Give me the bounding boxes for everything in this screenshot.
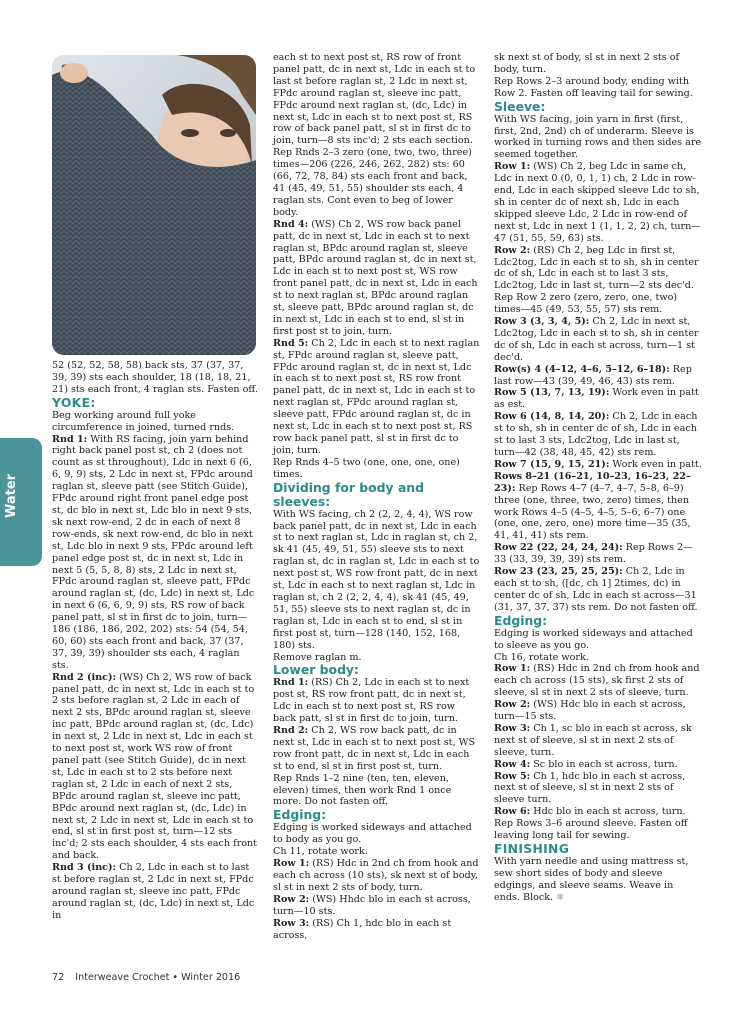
section-heading-lower-body: Lower body: — [273, 662, 359, 678]
instruction-text: (WS) Ch 2, WS row of back panel patt, dc in next st, Ldc in each st to 2 sts before raglan st, 2 Ldc in each of next 2 sts, BPdc around raglan st, sleeve inc patt, BPdc around raglan st, (dc, Ldc) in next st, 2 Ldc in next st, Ldc in each st to next post st, work WS row of front panel patt (see Stitch Guide), dc in next st, Ldc in each st to 2 sts before next raglan st, 2 Ldc in each of next 2 sts, BPdc around raglan st, sleeve inc patt, BPdc around next raglan st, (dc, Ldc) in next st, 2 Ldc in next st, Ldc in each st to end, sl st in first post st, turn—12 sts inc'd; 2 sts each shoulder, 4 sts each front and back. — [52, 671, 258, 862]
instruction-text: Work even in patt. — [609, 458, 702, 470]
paragraph: 52 (52, 52, 58, 58) back sts, 37 (37, 37, 39, 39) sts each shoulder, 18 (18, 18, 21, 21) sts each front, 4 raglan sts. Fasten off. — [52, 360, 258, 395]
instruction-edge-row6 — [494, 806, 702, 818]
instruction-edge-row2 — [273, 894, 480, 918]
instruction-text: Ch 2, Ldc in next st, Ldc2tog, Ldc in each st to sh, sh in center dc of sh, Ldc in each st across, turn—1 st dec'd. — [494, 316, 699, 363]
instruction-text: Rep Rows 4–7 (4–7, 4–7, 5–8, 6–9) three (one, three, two, zero) times, then work Rows 4–5 (4–5, 4–5, 5–6, 6–7) one (one, one, zero, one) more time—35 (35, 41, 41, 41) sts rem. — [494, 482, 691, 542]
instruction-text: Ch 2, Ldc in each st to sh, sh in center dc of sh, Ldc in each st to last 3 sts, Ldc2tog, Ldc in last st, turn—42 (38, 48, 45, 42) sts rem. — [494, 411, 698, 458]
instruction-label: Row 1: — [273, 858, 310, 870]
column-1 — [52, 360, 258, 922]
paragraph: Rep Rows 3–6 around sleeve. Fasten off leaving long tail for sewing. — [494, 818, 688, 842]
instruction-text: Ch 2, Ldc in each st to last st before raglan st, 2 Ldc in next st, FPdc around raglan st, sleeve inc patt, FPdc around raglan st, (dc, Ldc) in next st, Ldc in — [52, 862, 255, 921]
instruction-text: Hdc blo in each st across, turn. — [530, 806, 686, 818]
section-heading-yoke: YOKE: — [52, 394, 96, 410]
section-heading-sleeve-edging: Edging: — [494, 612, 548, 628]
instruction-label: Row 3: — [494, 722, 531, 734]
paragraph: each st to next post st, RS row of front panel patt, dc in next st, Ldc in each st to last st before raglan st, 2 Ldc in next st, FPdc around raglan st, sleeve inc patt, FPdc around next raglan st, (dc, Ldc) in next st, Ldc in each st to next post st, RS row of back panel patt, sl st in first dc to join, turn—8 sts inc'd; 2 sts each section. — [273, 52, 476, 147]
instruction-text: Rep Rows 2—33 (33, 39, 39, 39) sts rem. — [494, 542, 693, 566]
instruction-rows8-21 — [494, 471, 702, 542]
paragraph: Beg working around full yoke circumference in joined, turned rnds. — [52, 409, 235, 433]
instruction-row1 — [494, 161, 702, 244]
instruction-label: Rows 8–21 (16–21, 10–23, 16–23, 22–23): — [494, 470, 691, 494]
instruction-rnd5 — [273, 338, 480, 457]
paragraph: Edging is worked sideways and attached to body as you go. — [273, 822, 472, 846]
instruction-text: Ch 2, WS row back patt, dc in next st, Ldc in each st to next post st, WS row front patt, dc in next st, Ldc in each st to end, sl st in first post st, turn. — [273, 725, 476, 772]
instruction-label: Row 5: — [494, 770, 531, 782]
instruction-text: (WS) Hdc blo in each st across, turn—15 sts. — [494, 699, 686, 723]
section-heading-finishing: FINISHING — [494, 841, 570, 856]
instruction-edge-row3 — [273, 918, 480, 942]
instruction-text: With RS facing, join yarn behind right back panel post st, ch 2 (does not count as st throughout), Ldc in next 6 (6, 6, 9, 9) sts, 2 Ldc in next st, FPdc around raglan st, sleeve patt (see Stitch Guide), FPdc around right front panel edge post st, dc blo in next st, Ldc blo in next 9 sts, sk next row-end, 2 dc in each of next 8 row-ends, sk next row-end, dc blo in next st, Ldc blo in next 9 sts, FPdc around left panel edge post st, dc in next st, Ldc in next 5 (5, 5, 8, 8) sts, 2 Ldc in next st, FPdc around raglan st, sleeve patt, FPdc around raglan st, (dc, Ldc) in next st, Ldc in next 6 (6, 6, 9, 9) sts, RS row of back panel patt, sl st in first dc to join, turn—186 (186, 186, 202, 202) sts: 54 (54, 54, 60, 60) sts each front and back, 37 (37, 37, 39, 39) shoulder sts each, 4 raglan sts. — [52, 433, 255, 671]
instruction-label: Rnd 1: — [273, 677, 309, 689]
instruction-label: Row 3: — [273, 917, 310, 929]
instruction-row23 — [494, 566, 702, 614]
instruction-row6 — [494, 411, 702, 459]
paragraph: Remove raglan m. — [273, 651, 362, 663]
instruction-label: Row 22 (22, 24, 24, 24): — [494, 542, 623, 554]
instruction-text: (WS) Hhdc blo in each st across, turn—10 sts. — [273, 893, 471, 917]
paragraph: Rep Rnds 2–3 zero (one, two, two, three) times—206 (226, 246, 262, 282) sts: 60 (66, 72, 78, 84) sts each front and back, 41 (45, 49, 51, 55) shoulder sts each, 4 raglan sts. Cont even to beg of lower body. — [273, 147, 472, 218]
publication-name: Interweave Crochet • Winter 2016 — [75, 972, 241, 983]
instruction-label: Row 4: — [494, 758, 531, 770]
section-tab-label: Water — [4, 473, 19, 518]
instruction-rnd1 — [52, 434, 258, 672]
instruction-edge-row1 — [494, 663, 702, 699]
instruction-label: Rnd 5: — [273, 337, 309, 349]
instruction-text: Ch 2, Ldc in each st to sh, ([dc, ch 1] 2times, dc) in center dc of sh, Ldc in each st across—31 (31, 37, 37, 37) sts rem. Do not fasten off. — [494, 566, 698, 613]
instruction-edge-row5 — [494, 771, 702, 807]
paragraph: Rep Row 2 zero (zero, zero, one, two) times—45 (49, 53, 55, 57) sts rem. — [494, 292, 678, 316]
instruction-edge-row2 — [494, 699, 702, 723]
instruction-text: Ch 1, hdc blo in each st across, next st of sleeve, sl st in next 2 sts of sleeve turn. — [494, 770, 686, 806]
instruction-text: (RS) Ch 1, hdc blo in each st across, — [273, 917, 452, 941]
paragraph: Rep Rnds 4–5 two (one, one, one, one) times. — [273, 456, 460, 480]
paragraph: sk next st of body, sl st in next 2 sts of body, turn. — [494, 52, 680, 75]
instruction-row7 — [494, 459, 702, 471]
instruction-label: Row 2: — [494, 699, 531, 711]
page-number: 72 — [52, 972, 65, 983]
instruction-label: Row 5 (13, 7, 13, 19): — [494, 387, 610, 399]
instruction-row3 — [494, 316, 702, 364]
paragraph: With WS facing, ch 2 (2, 2, 4, 4), WS row back panel patt, dc in next st, Ldc in each st to next raglan st, Ldc in raglan st, ch 2, sk 41 (45, 49, 51, 55) sleeve sts to next raglan st, dc in raglan st, Ldc in each st to next post st, WS row front patt, dc in next st, Ldc in each st to next raglan st, Ldc in raglan st, ch 2 (2, 2, 4, 4), sk 41 (45, 49, 51, 55) sleeve sts to next raglan st, dc in raglan st, Ldc in each st to end, sl st in first post st, turn—128 (140, 152, 168, 180) sts. — [273, 508, 480, 651]
instruction-rnd4 — [273, 219, 480, 338]
instruction-row2 — [494, 245, 702, 293]
instruction-row22 — [494, 542, 702, 566]
instruction-edge-row4 — [494, 759, 702, 771]
instruction-text: Work even in patt as est. — [494, 387, 699, 411]
instruction-text: Ch 2, Ldc in each st to next raglan st, FPdc around raglan st, sleeve patt, FPdc around raglan st, dc in next st, Ldc in each st to next post st, RS row front panel patt, dc in next st, Ldc in each st to next raglan st, FPdc around raglan st, sleeve patt, FPdc around raglan st, dc in next st, Ldc in each st to next post st, RS row back panel patt, sl st in first dc to join, turn. — [273, 337, 480, 456]
instruction-lower-rnd1 — [273, 677, 480, 725]
instruction-rnd3 — [52, 862, 258, 922]
section-heading-edging: Edging: — [273, 807, 327, 823]
instruction-text: Rep last row—43 (39, 49, 46, 43) sts rem. — [494, 363, 692, 387]
instruction-label: Rnd 1: — [52, 433, 88, 445]
paragraph: With yarn needle and using mattress st, sew short sides of body and sleeve edgings, and sleeve seams. Weave in ends. Block. ❄ — [494, 856, 689, 903]
column-2 — [273, 52, 480, 941]
instruction-label: Rnd 2 (inc): — [52, 671, 117, 683]
paragraph: Rep Rnds 1–2 nine (ten, ten, eleven, eleven) times, then work Rnd 1 once more. Do not fasten off. — [273, 772, 452, 808]
instruction-edge-row3 — [494, 723, 702, 759]
instruction-label: Row 7 (15, 9, 15, 21): — [494, 458, 610, 470]
instruction-text: (RS) Hdc in 2nd ch from hook and each ch across (15 sts), sk first 2 sts of sleeve, sl st in next 2 sts of sleeve, turn. — [494, 663, 700, 699]
section-heading-sleeve: Sleeve: — [494, 98, 546, 114]
instruction-text: (WS) Ch 2, beg Ldc in same ch, Ldc in next 0 (0, 0, 1, 1) ch, 2 Ldc in row-end, Ldc in each skipped sleeve Ldc to sh, sh in center dc of next sh, Ldc in each skipped sleeve Ldc, 2 Ldc in row-end of next st, Ldc in next 1 (1, 1, 2, 2) ch, turn—47 (51, 55, 59, 63) sts. — [494, 161, 701, 244]
instruction-label: Rnd 2: — [273, 725, 309, 737]
instruction-label: Rnd 3 (inc): — [52, 862, 117, 874]
instruction-text: (RS) Hdc in 2nd ch from hook and each ch across (10 sts), sk next st of body, sl st in next 2 sts of body, turn. — [273, 858, 479, 893]
paragraph: Edging is worked sideways and attached to sleeve as you go. — [494, 627, 693, 651]
paragraph: Ch 11, rotate work. — [273, 846, 368, 858]
section-heading-dividing: Dividing for body and sleeves: — [273, 479, 424, 509]
instruction-row5 — [494, 387, 702, 411]
sweater-photo — [52, 55, 256, 355]
instruction-edge-row1 — [273, 858, 480, 894]
instruction-label: Row 6 (14, 8, 14, 20): — [494, 411, 610, 423]
paragraph: Ch 16, rotate work. — [494, 651, 589, 663]
instruction-label: Row 6: — [494, 806, 531, 818]
instruction-lower-rnd2 — [273, 725, 480, 773]
instruction-label: Row 2: — [273, 893, 310, 905]
instruction-text: (WS) Ch 2, WS row back panel patt, dc in next st, Ldc in each st to next raglan st, BPdc around raglan st, sleeve patt, BPdc around raglan st, dc in next st, Ldc in each st to next post st, WS row front panel patt, dc in next st, Ldc in each st to next raglan st, BPdc around raglan st, sleeve patt, BPdc around raglan st, dc in next st, Ldc in each st to end, sl st in first post st to join, turn. — [273, 218, 478, 337]
instruction-row4 — [494, 364, 702, 388]
paragraph: Rep Rows 2–3 around body, ending with Row 2. Fasten off leaving tail for sewing. — [494, 75, 693, 99]
section-tab — [0, 438, 42, 566]
instruction-label: Row 3 (3, 3, 4, 5): — [494, 316, 590, 328]
instruction-label: Rnd 4: — [273, 218, 309, 230]
instruction-rnd2 — [52, 672, 258, 863]
instruction-text: (RS) Ch 2, beg Ldc in first st, Ldc2tog, Ldc in each st to sh, sh in center dc of sh, Ldc in each st to last 3 sts, Ldc2tog, Ldc in last st, turn—2 sts dec'd. — [494, 244, 699, 292]
model-photo-illustration — [52, 55, 256, 355]
paragraph: With WS facing, join yarn in first (first, first, 2nd, 2nd) ch of underarm. Sleeve is worked in turning rows and then sides are seemed together. — [494, 113, 702, 161]
instruction-text: Ch 1, sc blo in each st across, sk next st of sleeve, sl st in next 2 sts of sleeve, turn. — [494, 722, 692, 758]
instruction-label: Row 23 (23, 25, 25, 25): — [494, 566, 623, 578]
instruction-label: Row 2: — [494, 244, 531, 256]
instruction-text: Sc blo in each st across, turn. — [530, 758, 678, 770]
instruction-label: Row 1: — [494, 663, 531, 675]
instruction-text: (RS) Ch 2, Ldc in each st to next post st, RS row front patt, dc in next st, Ldc in each st to next post st, RS row back patt, sl st in first dc to join, turn. — [273, 677, 470, 725]
snowflake-icon: ❄ — [556, 891, 565, 903]
instruction-label: Row 1: — [494, 161, 531, 173]
column-3 — [494, 52, 702, 904]
instruction-label: Row(s) 4 (4–12, 4–6, 5–12, 6–18): — [494, 363, 670, 375]
page-footer — [52, 972, 240, 983]
